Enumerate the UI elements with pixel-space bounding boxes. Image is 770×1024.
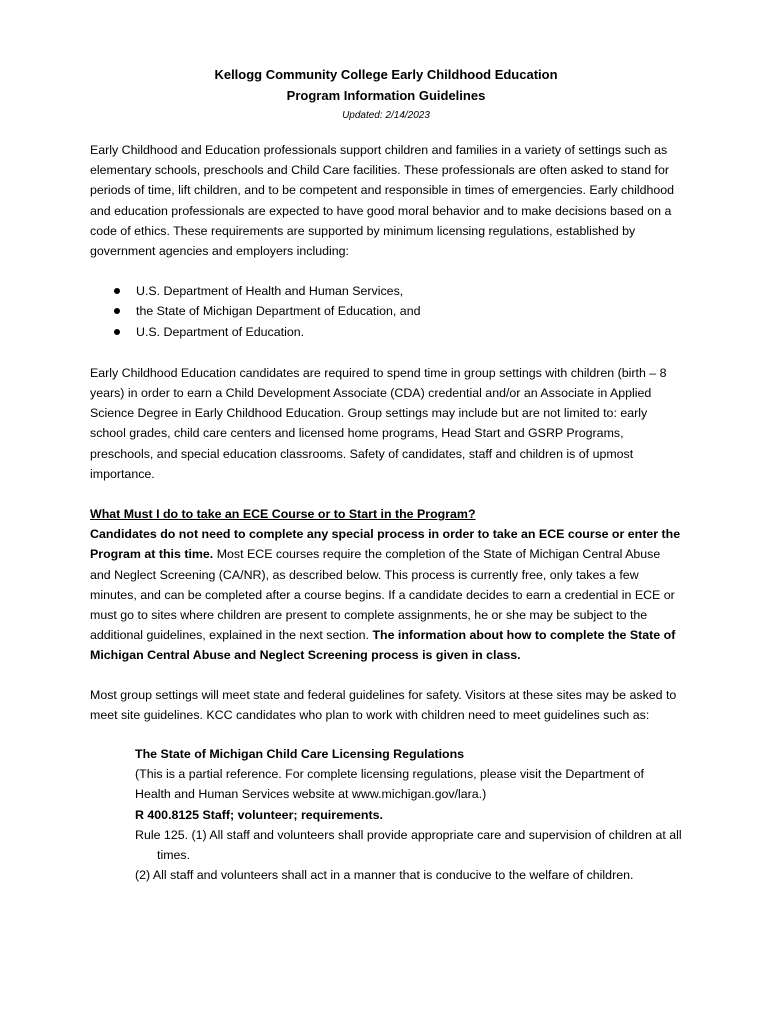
regulations-heading: The State of Michigan Child Care Licensing Regulations <box>135 747 465 762</box>
list-item-text: U.S. Department of Health and Human Services, <box>136 284 404 299</box>
list-item <box>114 281 682 301</box>
document-title-line-2: Program Information Guidelines <box>286 88 486 103</box>
agency-list <box>90 281 682 342</box>
regulations-note: (This is a partial reference. For complete licensing regulations, please visit the Department of Health and Human Services website at www.michigan.gov/lara.) <box>135 767 644 802</box>
document-page <box>90 64 682 886</box>
section-bold-tail: The information about how to complete the State of Michigan Central Abuse and Neglect Screening process is given in class. <box>90 628 676 663</box>
section-body: Most ECE courses require the completion of the State of Michigan Central Abuse and Neglect Screening (CA/NR), as described below. This process is currently free, only takes a few minutes, and can be completed after a course begins. If a candidate decides to earn a credential in ECE or must go to sites where children are present to complete assignments, he or she may be subject to the additional guidelines, explained in the next section. <box>90 547 675 643</box>
section-paragraph <box>90 524 682 665</box>
rule-2: (2) All staff and volunteers shall act in a manner that is conducive to the welfare of children. <box>135 868 634 883</box>
list-item-text: the State of Michigan Department of Education, and <box>136 304 421 319</box>
rule-1: Rule 125. (1) All staff and volunteers shall provide appropriate care and supervision of children at all times. <box>135 827 682 863</box>
guidelines-paragraph: Most group settings will meet state and federal guidelines for safety. Visitors at these sites may be asked to meet site guidelines. KCC candidates who plan to work with children need to meet guidelines such as: <box>90 687 677 722</box>
regulations-block <box>90 744 682 885</box>
updated-date: Updated: 2/14/2023 <box>342 110 430 121</box>
bullet-icon <box>114 308 120 314</box>
list-item-text: U.S. Department of Education. <box>136 324 305 339</box>
section-heading: What Must I do to take an ECE Course or to Start in the Program? <box>90 507 476 522</box>
section-bold-lead: Candidates do not need to complete any special process in order to take an ECE course or enter the Program at this time. <box>90 527 681 562</box>
bullet-icon <box>114 329 120 335</box>
list-item <box>114 301 682 321</box>
candidates-paragraph: Early Childhood Education candidates are required to spend time in group settings with children (birth – 8 years) in order to earn a Child Development Associate (CDA) credential and/or an Associate in Applied Science Degree in Early Childhood Education. Group settings may include but are not limited to: early school grades, child care centers and licensed home programs, Head Start and GSRP Programs, preschools, and special education classrooms. Safety of candidates, staff and children is of upmost importance. <box>90 365 667 481</box>
bullet-icon <box>114 288 120 294</box>
document-title-line-1: Kellogg Community College Early Childhood Education <box>214 67 558 82</box>
list-item <box>114 322 682 342</box>
intro-paragraph: Early Childhood and Education professionals support children and families in a variety of settings such as elementary schools, preschools and Child Care facilities. These professionals are often asked to stand for periods of time, lift children, and to be competent and responsible in times of emergencies. Early childhood and education professionals are expected to have good moral behavior and to make decisions based on a code of ethics. These requirements are supported by minimum licensing regulations, established by government agencies and employers including: <box>90 143 675 259</box>
rule-heading: R 400.8125 Staff; volunteer; requirements. <box>135 807 383 822</box>
